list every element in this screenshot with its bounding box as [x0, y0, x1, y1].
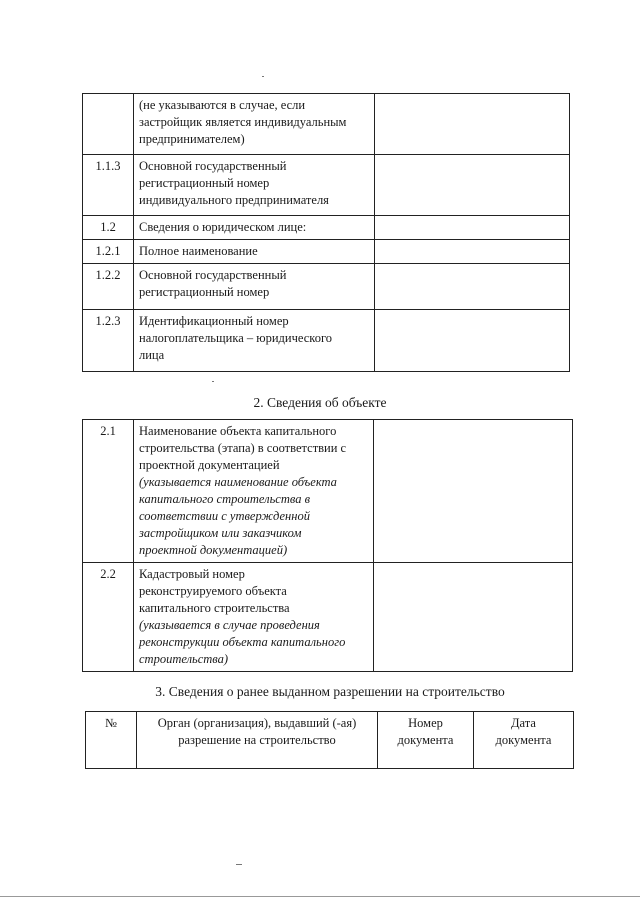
row-number: 1.2.2 [83, 264, 134, 310]
row-note: (указывается в случае проведения [139, 618, 320, 632]
row-description: Идентификационный номер налогоплательщика – юридического лица [134, 310, 375, 372]
column-header-document-date: Дата документа [474, 712, 574, 769]
row-value-cell[interactable] [375, 155, 570, 216]
row-description: Кадастровый номер реконструируемого объекта капитального строительства (указывается в случае проведения реконструкции объекта капитального строительства) [134, 563, 374, 672]
row-description: Полное наименование [134, 240, 375, 264]
column-header-authority: Орган (организация), выдавший (-ая) разрешение на строительство [137, 712, 378, 769]
row-description: Сведения о юридическом лице: [134, 216, 375, 240]
row-note: (указывается наименование объекта [139, 475, 337, 489]
applicant-info-table [82, 93, 570, 372]
row-description: Наименование объекта капитального строительства (этапа) в соответствии с проектной документацией (указывается наименование объекта капитального строительства в соответствии с утвержденной застройщиком или заказчиком проектной документацией) [134, 420, 374, 563]
table-header-row [86, 712, 574, 769]
section-title-previous-permit: 3. Сведения о ранее выданном разрешении на строительство [155, 684, 505, 699]
row-number: 1.1.3 [83, 155, 134, 216]
row-description: Основной государственный регистрационный номер индивидуального предпринимателя [134, 155, 375, 216]
row-value-cell[interactable] [375, 310, 570, 372]
row-number: 1.2.3 [83, 310, 134, 372]
scan-speck [262, 76, 264, 77]
table-row [83, 563, 573, 672]
row-number [83, 94, 134, 155]
row-number: 2.1 [83, 420, 134, 563]
row-number: 1.2 [83, 216, 134, 240]
row-note: реконструкции объекта капитального [139, 635, 346, 649]
row-note: проектной документацией) [139, 543, 288, 557]
row-value-cell[interactable] [375, 216, 570, 240]
row-note: строительства) [139, 652, 229, 666]
column-header-number: № [86, 712, 137, 769]
row-value-cell[interactable] [375, 264, 570, 310]
row-note: капитального строительства в [139, 492, 311, 506]
table-row [83, 310, 570, 372]
scan-speck [212, 381, 214, 382]
row-note: соответствии с утвержденной [139, 509, 310, 523]
row-note: застройщиком или заказчиком [139, 526, 302, 540]
table-row [83, 264, 570, 310]
row-number: 2.2 [83, 563, 134, 672]
table-row [83, 155, 570, 216]
table-row [83, 94, 570, 155]
row-number: 1.2.1 [83, 240, 134, 264]
scan-bottom-edge [0, 896, 640, 897]
table-row [83, 420, 573, 563]
row-description: Основной государственный регистрационный номер [134, 264, 375, 310]
row-value-cell[interactable] [374, 563, 573, 672]
previous-permit-table [85, 711, 574, 769]
table-row [83, 240, 570, 264]
section-title-object-info: 2. Сведения об объекте [253, 395, 387, 410]
row-value-cell[interactable] [375, 240, 570, 264]
row-value-cell[interactable] [375, 94, 570, 155]
scan-speck [236, 864, 242, 865]
row-description: (не указываются в случае, если застройщик является индивидуальным предпринимателем) [134, 94, 375, 155]
table-row [83, 216, 570, 240]
object-info-table [82, 419, 573, 672]
row-value-cell[interactable] [374, 420, 573, 563]
column-header-document-number: Номер документа [378, 712, 474, 769]
